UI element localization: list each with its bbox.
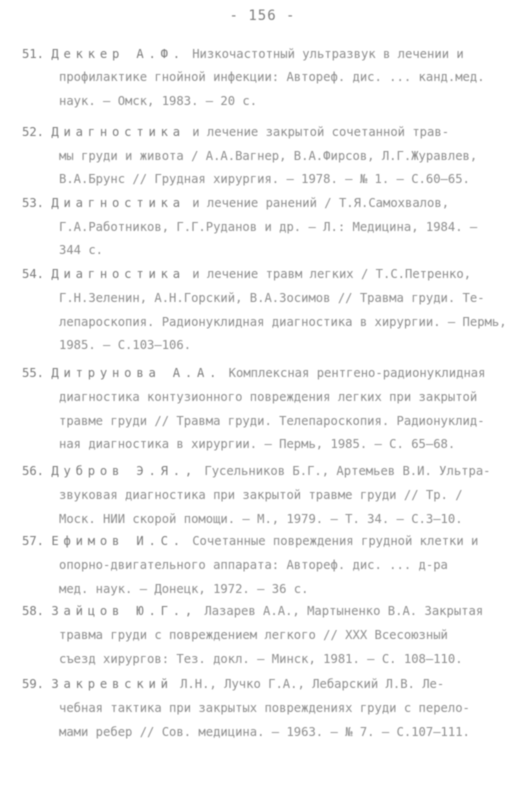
entry-number: 56. xyxy=(22,464,45,478)
entry-author: Дитрунова А.А. xyxy=(51,366,222,380)
entry-text-line: Лазарев А.А., Мартыненко В.А. Закрытая xyxy=(204,604,484,618)
entry-text-line: звуковая диагностика при закрытой травме груди // Тр. / xyxy=(59,488,463,502)
entry-author: Зайцов Ю.Г., xyxy=(51,604,198,618)
entry-author: Дубров Э.Я., xyxy=(51,464,198,478)
entry-text-line: ная диагностика в хирургии. – Пермь, 1985. – С. 65–68. xyxy=(59,437,456,451)
entry-text-line: Г.А.Работников, Г.Г.Руданов и др. – Л.: Медицина, 1984. – xyxy=(59,220,478,234)
entry-text-line: Сочетанные повреждения грудной клетки и xyxy=(192,534,479,548)
entry-author: Диагностика xyxy=(51,267,185,281)
entry-text-line: 344 с. xyxy=(59,243,104,257)
entry-text-line: наук. – Омск, 1983. – 20 с. xyxy=(59,94,258,108)
entry-text-line: Л.Н., Лучко Г.А., Лебарский Л.В. Ле- xyxy=(180,677,445,691)
entry-text-line: мед. наук. – Донецк, 1972. – 36 с. xyxy=(59,582,309,596)
entry-text-line: мами ребер // Сов. медицина. – 1963. – № 7. – С.107–111. xyxy=(59,725,470,739)
entry-author: Диагностика xyxy=(51,125,185,139)
entry-text-line: Г.Н.Зеленин, А.Н.Горский, В.А.Зосимов // Травма груди. Те- xyxy=(59,291,485,305)
entry-author: Деккер А.Ф. xyxy=(51,47,185,61)
entry-author: Ефимов И.С. xyxy=(51,534,185,548)
entry-text-line: Низкочастотный ультразвук в лечении и xyxy=(192,47,464,61)
entry-number: 59. xyxy=(22,677,45,691)
entry-number: 54. xyxy=(22,267,45,281)
entry-number: 57. xyxy=(22,534,45,548)
entry-text-line: лепароскопия. Радионуклидная диагностика в хирургии. – Пермь, xyxy=(59,315,507,329)
entry-author: Закревский xyxy=(51,677,173,691)
entry-text-line: съезд хирургов: Тез. докл. – Минск, 1981. – С. 108–110. xyxy=(59,652,463,666)
entry-text-line: чебная тактика при закрытых повреждениях груди с перело- xyxy=(59,701,470,715)
entry-text-line: профилактике гнойной инфекции: Автореф. дис. ... канд.мед. xyxy=(59,70,485,84)
entry-number: 52. xyxy=(22,125,45,139)
entry-text-line: и лечение ранений / Т.Я.Самохвалов, xyxy=(192,196,450,210)
entry-text-line: мы груди и живота / А.А.Вагнер, В.А.Фирсов, Л.Г.Журавлев, xyxy=(59,149,478,163)
entry-text-line: Гусельников Б.Г., Артемьев В.И. Ультра- xyxy=(204,464,491,478)
entry-text-line: 1985. – С.103–106. xyxy=(59,338,192,352)
entry-number: 51. xyxy=(22,47,45,61)
page-number: - 156 - xyxy=(229,8,296,24)
entry-text-line: В.А.Брунс // Грудная хирургия. – 1978. – № 1. – С.60–65. xyxy=(59,172,470,186)
entry-number: 58. xyxy=(22,604,45,618)
entry-text-line: опорно-двигательного аппарата: Автореф. дис. ... д-ра xyxy=(59,558,448,572)
entry-text-line: и лечение травм легких / Т.С.Петренко, xyxy=(192,267,472,281)
entry-text-line: Комплексная рентгено-радионуклидная xyxy=(228,366,486,380)
entry-text-line: диагностика контузионного повреждения легких при закрытой xyxy=(59,390,478,404)
entry-text-line: и лечение закрытой сочетанной трав- xyxy=(192,125,450,139)
entry-text-line: травма груди с повреждением легкого // XXX Всесоюзный xyxy=(59,628,448,642)
entry-text-line: Моск. НИИ скорой помощи. – М., 1979. – Т. 34. – С.3–10. xyxy=(59,512,463,526)
entry-number: 53. xyxy=(22,196,45,210)
entry-number: 55. xyxy=(22,366,45,380)
entry-text-line: травме груди // Травма груди. Телепароскопия. Радионуклид- xyxy=(59,414,485,428)
entry-author: Диагностика xyxy=(51,196,185,210)
